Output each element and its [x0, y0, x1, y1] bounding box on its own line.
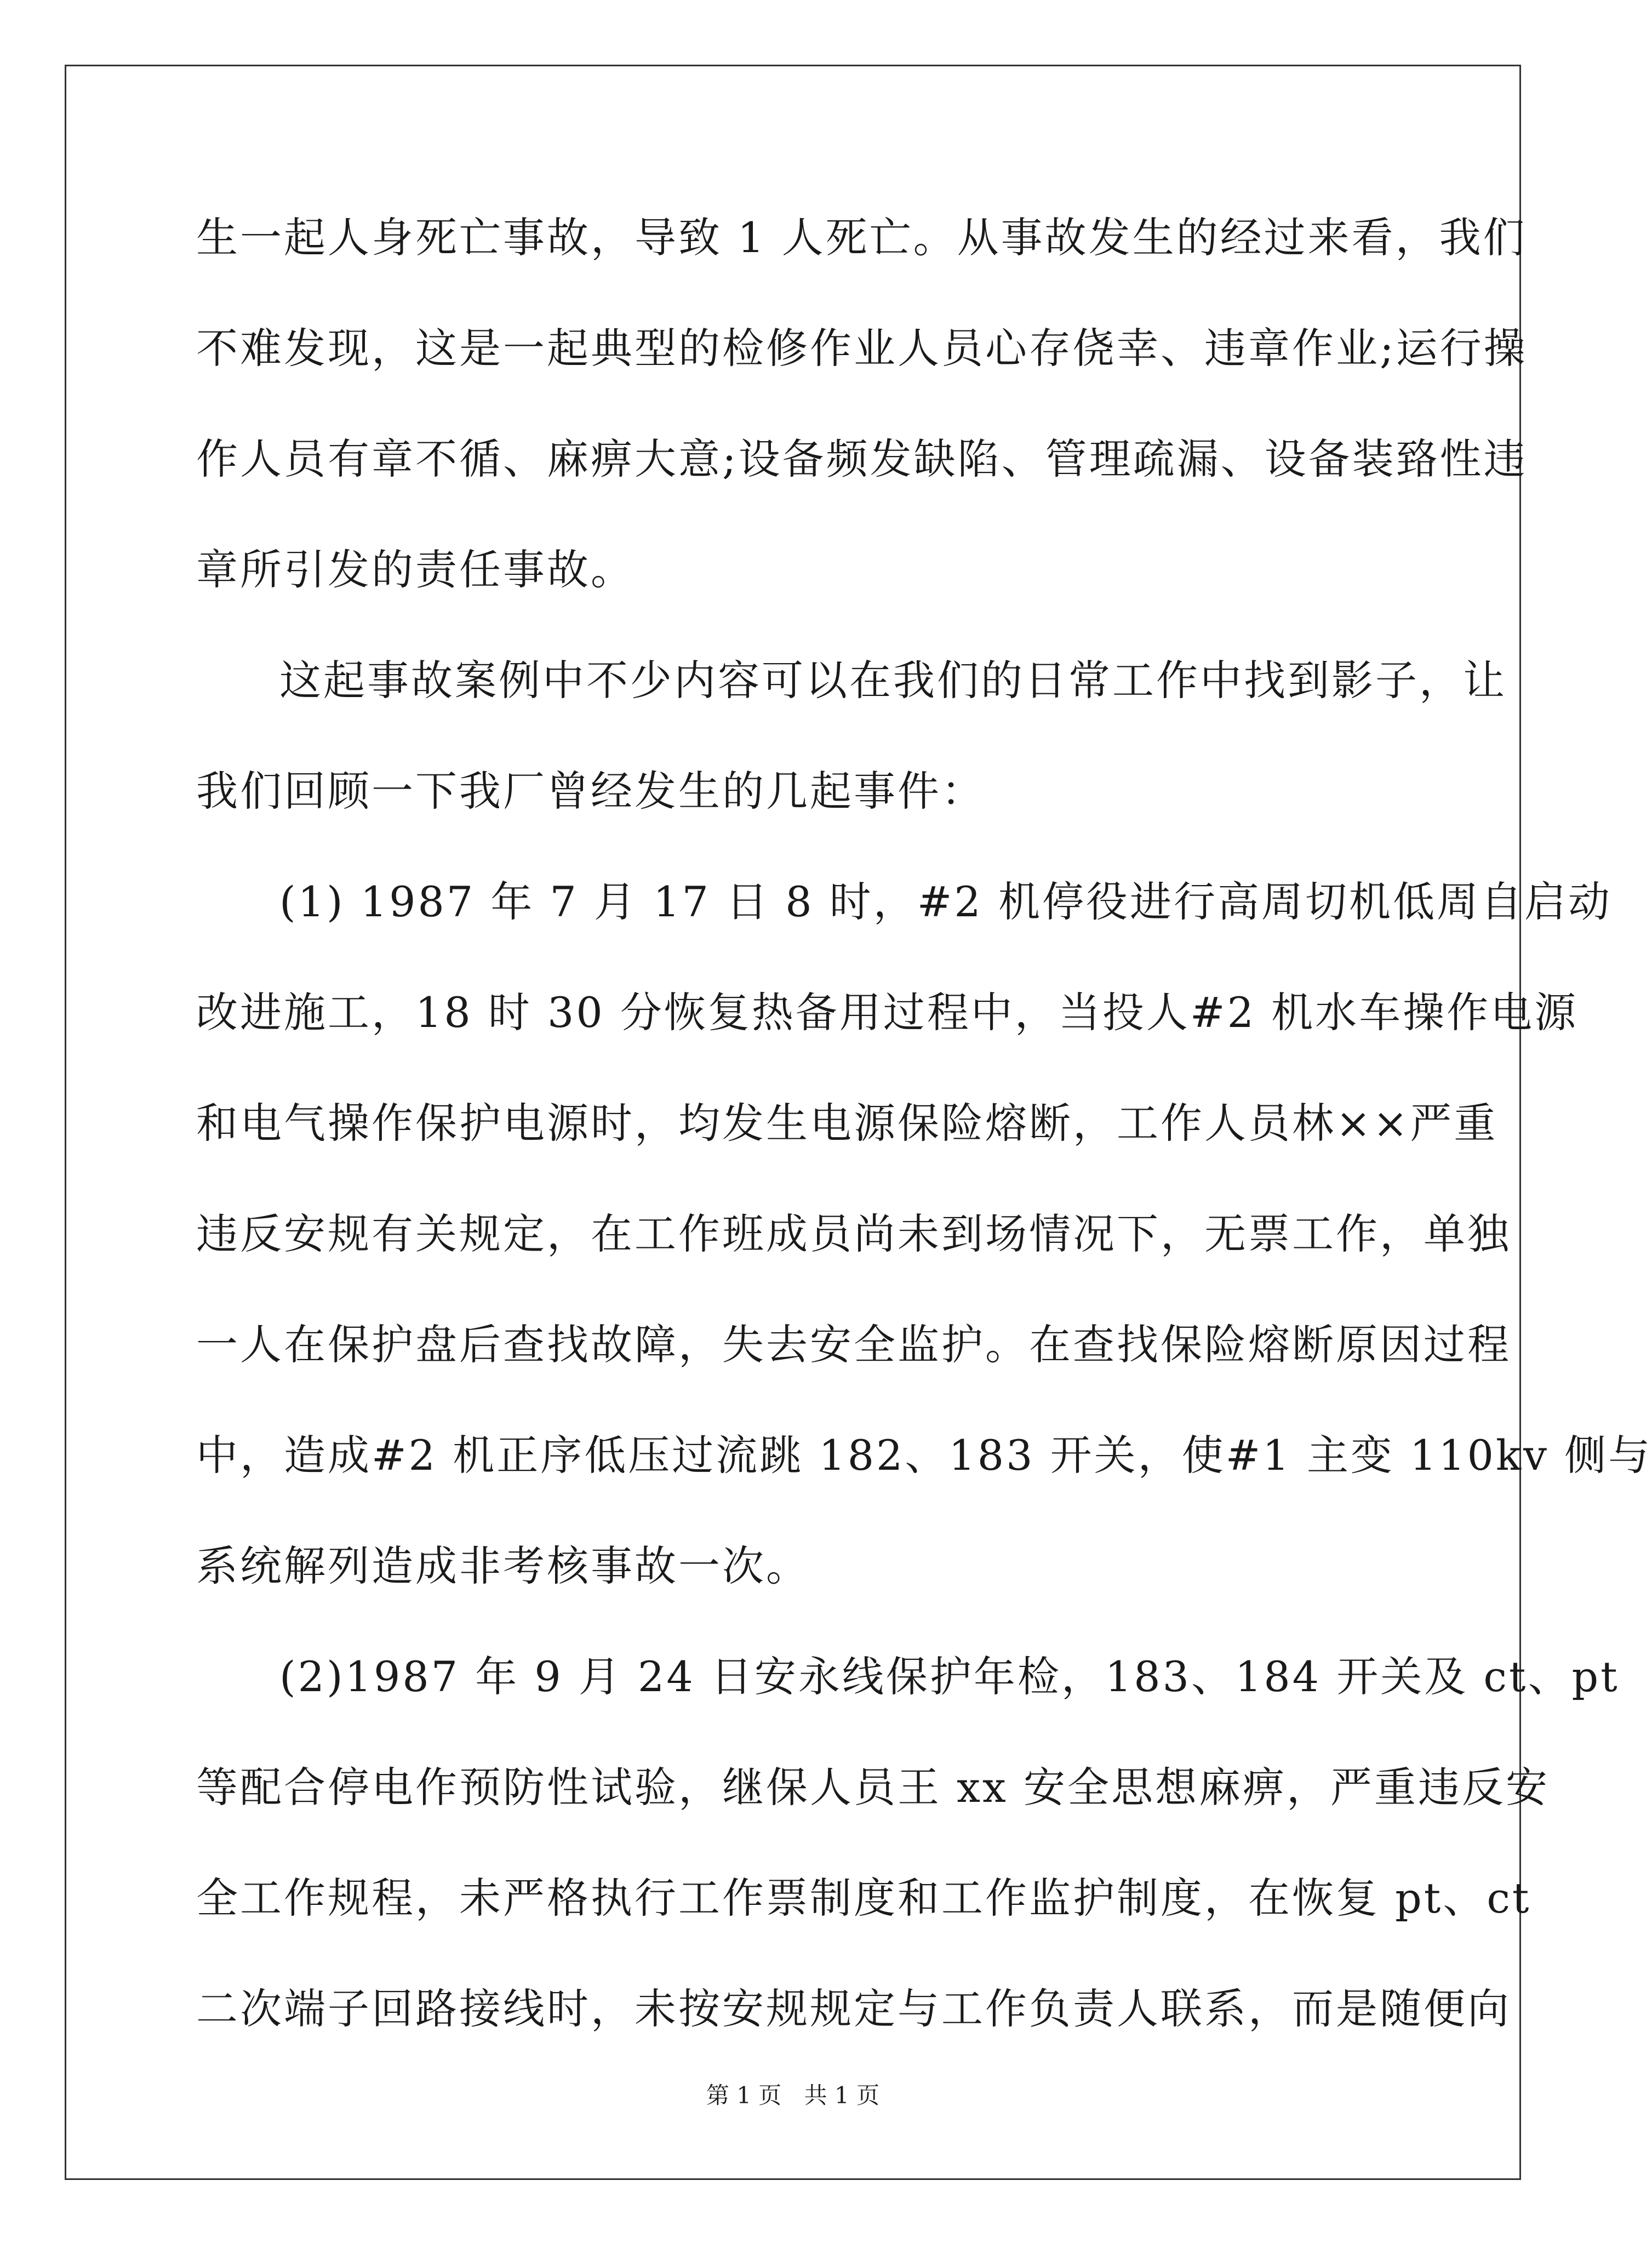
text-line: 改进施工，18 时 30 分恢复热备用过程中，当投人#2 机水车操作电源 — [196, 988, 1579, 1037]
text-line: 一人在保护盘后查找故障，失去安全监护。在查找保险熔断原因过程 — [196, 1320, 1511, 1369]
text-line: 和电气操作保护电源时，均发生电源保险熔断，工作人员林××严重 — [196, 1099, 1498, 1148]
text-line: 全工作规程，未严格执行工作票制度和工作监护制度，在恢复 pt、ct — [196, 1874, 1531, 1922]
text-line: 违反安规有关规定，在工作班成员尚未到场情况下，无票工作，单独 — [196, 1209, 1511, 1258]
text-line: 中，造成#2 机正序低压过流跳 182、183 开关，使#1 主变 110kv 侧与 — [196, 1431, 1652, 1480]
text-line: 不难发现，这是一起典型的检修作业人员心存侥幸、违章作业;运行操 — [196, 324, 1528, 373]
text-line: 系统解列造成非考核事故一次。 — [196, 1542, 810, 1590]
page-footer — [0, 2079, 1586, 2112]
text-line: 这起事故案例中不少内容可以在我们的日常工作中找到影子，让 — [279, 656, 1507, 705]
page-total: 共 1 页 — [804, 2082, 880, 2109]
text-line: 生一起人身死亡事故，导致 1 人死亡。从事故发生的经过来看，我们 — [196, 213, 1527, 262]
page-number: 第 1 页 — [706, 2082, 782, 2109]
text-line: (2)1987 年 9 月 24 日安永线保护年检，183、184 开关及 ct、pt — [279, 1652, 1620, 1701]
document-body — [196, 203, 1652, 2085]
text-line: (1) 1987 年 7 月 17 日 8 时，#2 机停役进行高周切机低周自启动 — [279, 877, 1612, 926]
text-line: 等配合停电作预防性试验，继保人员王 xx 安全思想麻痹，严重违反安 — [196, 1763, 1550, 1812]
text-line: 二次端子回路接线时，未按安规规定与工作负责人联系，而是随便向 — [196, 1984, 1511, 2033]
text-line: 章所引发的责任事故。 — [196, 545, 634, 594]
text-line: 作人员有章不循、麻痹大意;设备频发缺陷、管理疏漏、设备装臵性违 — [196, 435, 1528, 483]
text-line: 我们回顾一下我厂曾经发生的几起事件： — [196, 767, 985, 815]
